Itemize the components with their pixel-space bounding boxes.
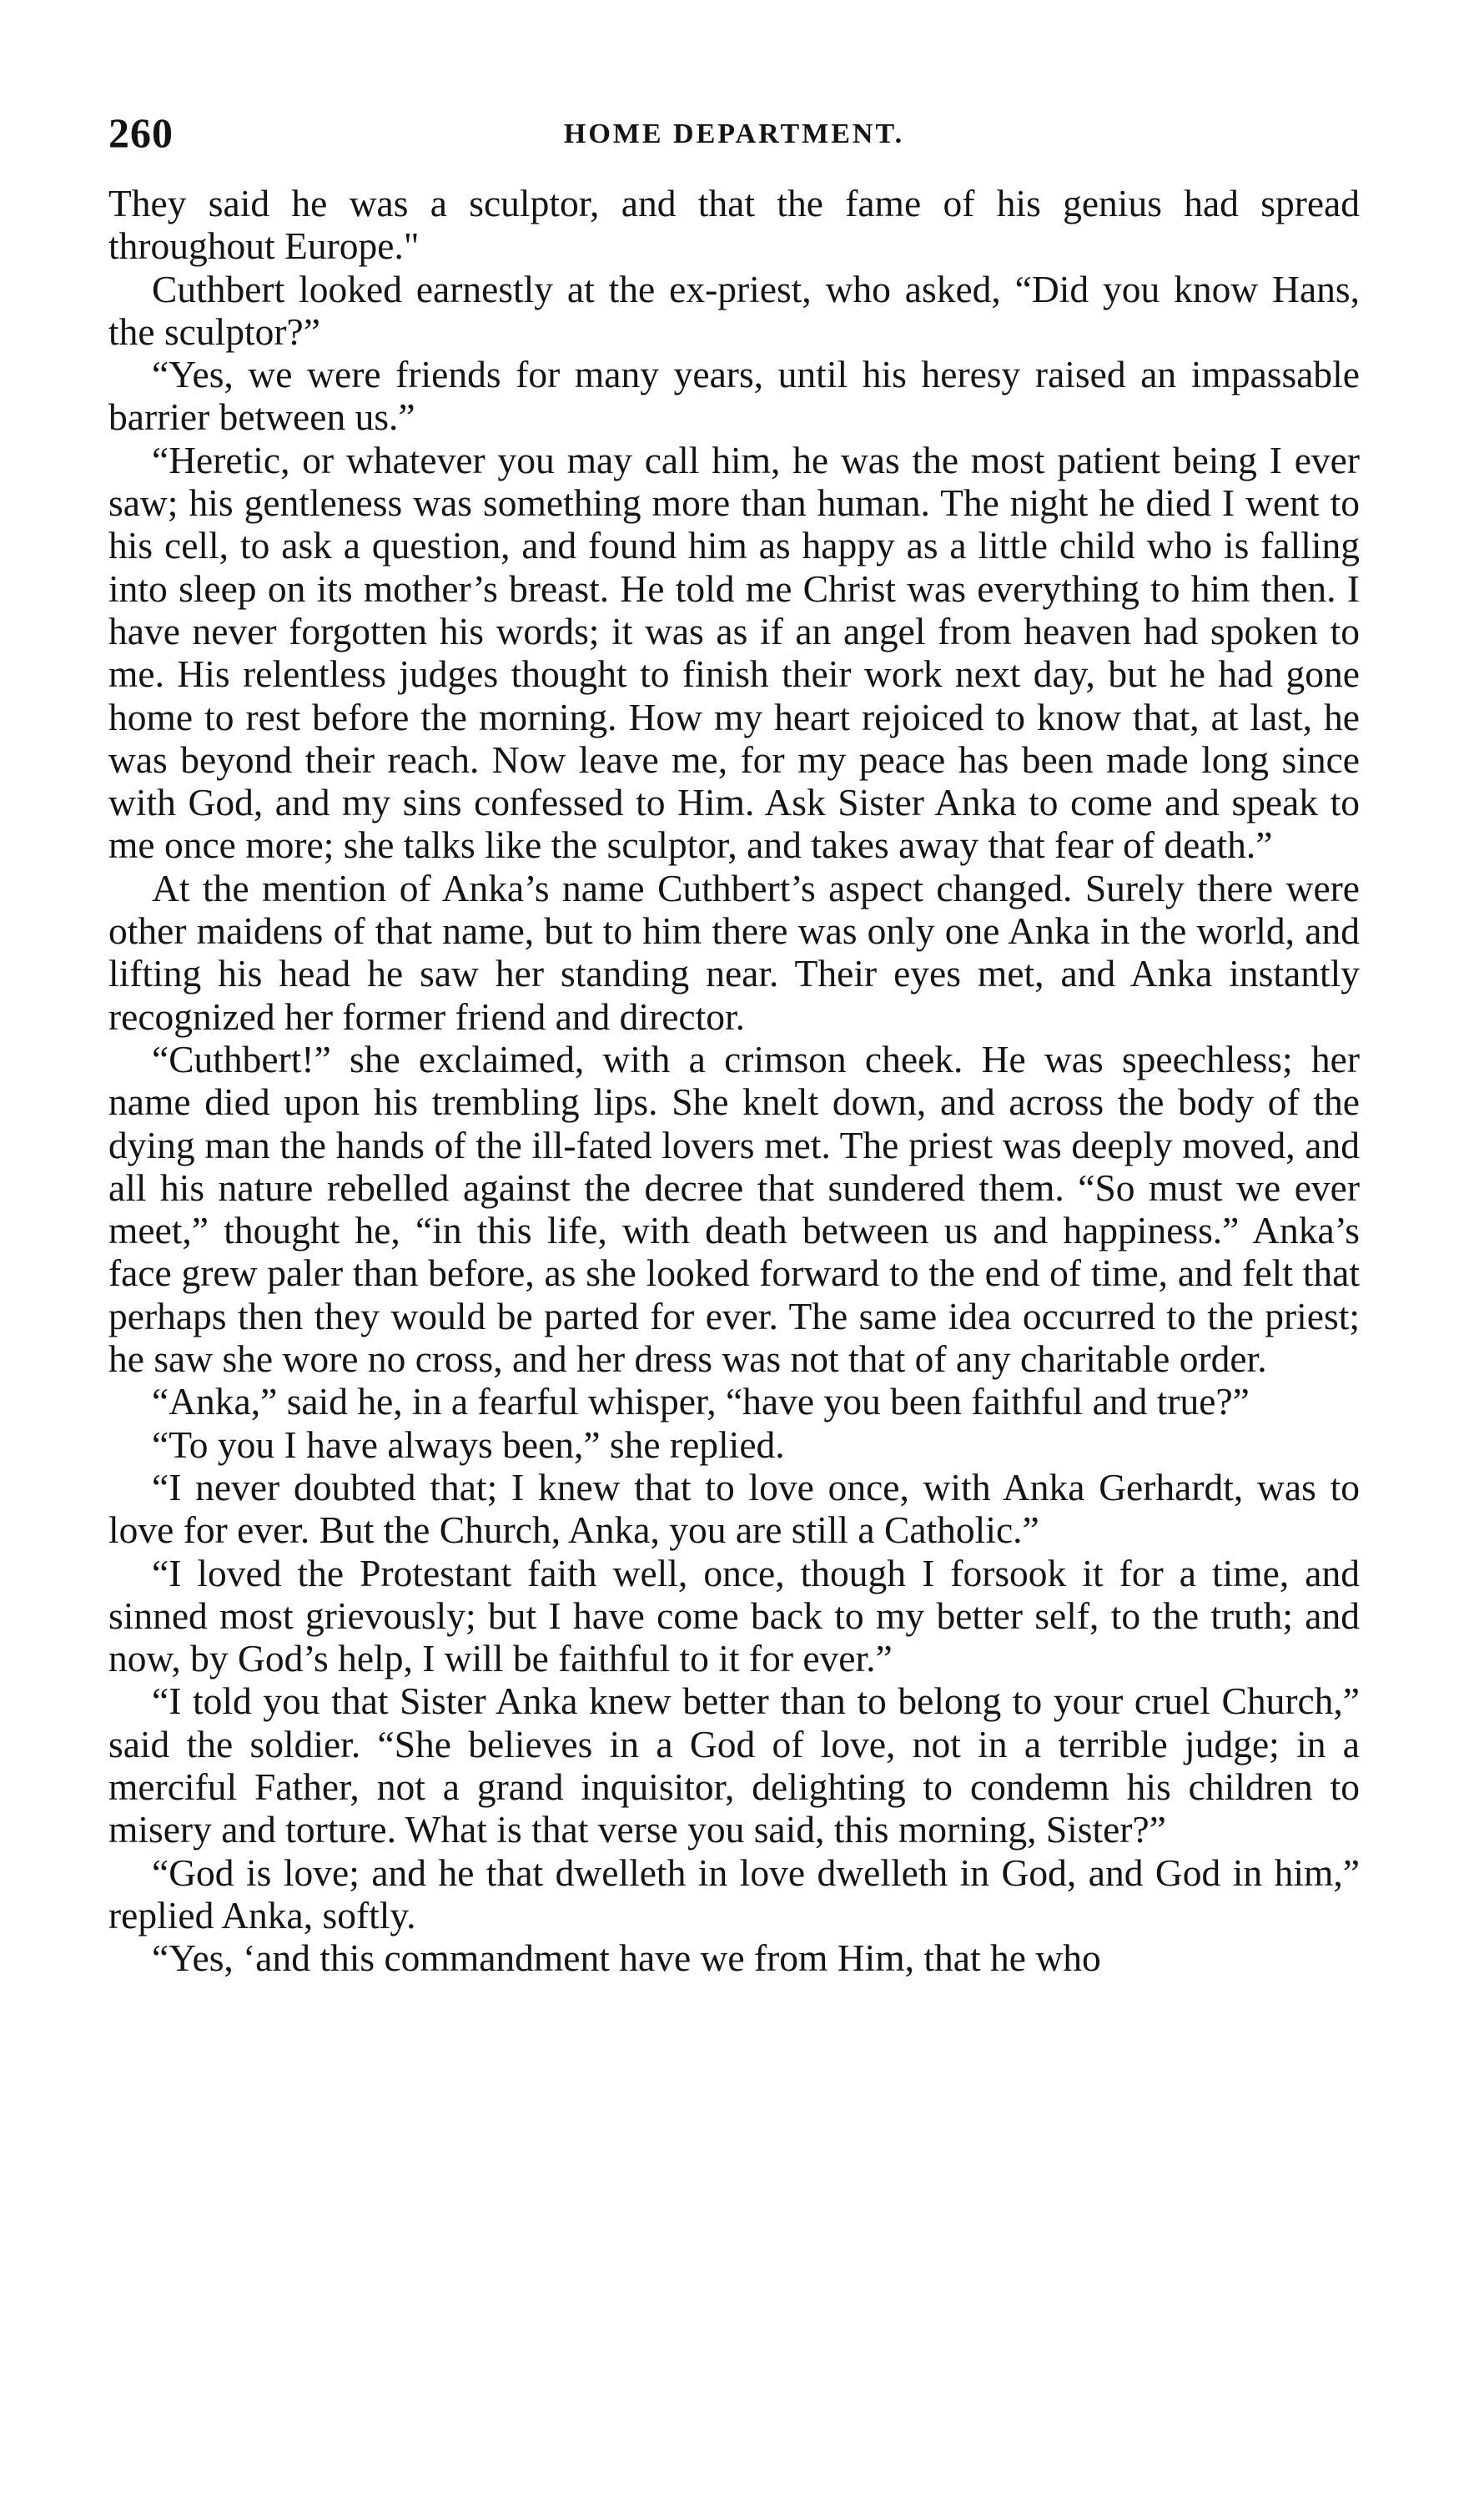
- body-text: [108, 182, 1360, 1979]
- paragraph: Cuthbert looked earnestly at the ex-priest, who asked, “Did you know Hans, the sculptor?”: [108, 267, 1360, 353]
- paragraph: At the mention of Anka’s name Cuthbert’s aspect changed. Surely there were other maidens of that name, but to him there was only one Anka in the world, and lifting his head he saw her standing near. Their eyes met, and Anka instantly recognized her former friend and director.: [108, 866, 1360, 1038]
- paragraph: “Yes, we were friends for many years, until his heresy raised an impassable barrier between us.”: [108, 353, 1360, 439]
- paragraph: “God is love; and he that dwelleth in love dwelleth in God, and God in him,” replied Anka, softly.: [108, 1851, 1360, 1936]
- page-number: 260: [108, 109, 174, 156]
- paragraph: “Heretic, or whatever you may call him, he was the most patient being I ever saw; his gentleness was something more than human. The night he died I went to his cell, to ask a question, and found him as happy as a little child who is falling into sleep on its mother’s breast. He told me Christ was everything to him then. I have never forgotten his words; it was as if an angel from heaven had spoken to me. His relentless judges thought to finish their work next day, but he had gone home to rest before the morning. How my heart rejoiced to know that, at last, he was beyond their reach. Now leave me, for my peace has been made long since with God, and my sins confessed to Him. Ask Sister Anka to come and speak to me once more; she talks like the sculptor, and takes away that fear of death.”: [108, 438, 1360, 867]
- paragraph: “To you I have always been,” she replied.: [152, 1423, 785, 1466]
- running-head: HOME DEPARTMENT.: [563, 118, 905, 149]
- book-page: [108, 100, 1360, 2461]
- paragraph: “Anka,” said he, in a fearful whisper, “have you been faithful and true?”: [152, 1380, 1250, 1423]
- paragraph: “Yes, ‘and this commandment have we from Him, that he who: [152, 1936, 1101, 1980]
- paragraph: “I never doubted that; I knew that to love once, with Anka Gerhardt, was to love for ever. But the Church, Anka, you are still a Catholic.”: [108, 1465, 1360, 1552]
- page-header: [108, 100, 1360, 165]
- paragraph: “Cuthbert!” she exclaimed, with a crimson cheek. He was speechless; her name died upon his trembling lips. She knelt down, and across the body of the dying man the hands of the ill-fated lovers met. The priest was deeply moved, and all his nature rebelled against the decree that sundered them. “So must we ever meet,” thought he, “in this life, with death between us and happiness.” Anka’s face grew paler than before, as she looked forward to the end of time, and felt that perhaps then they would be parted for ever. The same idea occurred to the priest; he saw she wore no cross, and her dress was not that of any charitable order.: [108, 1037, 1360, 1381]
- paragraph: “I told you that Sister Anka knew better than to belong to your cruel Church,” said the soldier. “She believes in a God of love, not in a terrible judge; in a merciful Father, not a grand inquisitor, delighting to condemn his children to misery and torture. What is that verse you said, this morning, Sister?”: [108, 1680, 1360, 1851]
- paragraph: “I loved the Protestant faith well, once, though I forsook it for a time, and sinned most grievously; but I have come back to my better self, to the truth; and now, by God’s help, I will be faithful to it for ever.”: [108, 1551, 1360, 1680]
- paragraph: They said he was a sculptor, and that the fame of his genius had spread throughout Europe.": [108, 182, 1360, 268]
